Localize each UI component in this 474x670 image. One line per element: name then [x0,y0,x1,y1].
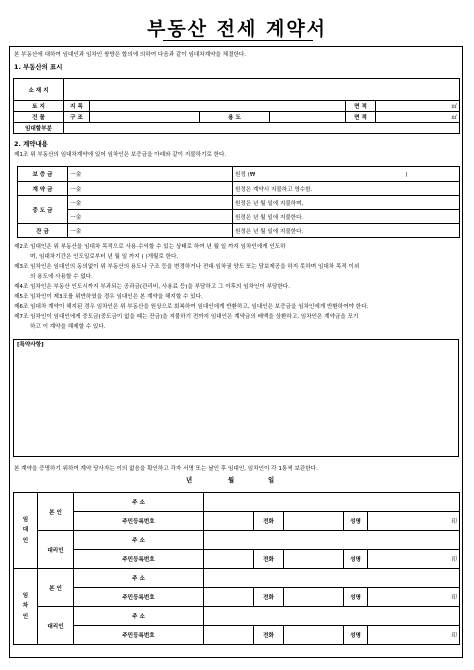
lessor-agent-address-label: 주 소 [74,531,204,550]
lessor-agent-phone-field[interactable] [284,550,344,569]
lessor-principal-id-label: 주민등록번호 [74,512,204,531]
article4-text: 제4조 임차인은 부동산 인도시까지 부과되는 공과금(관리비, 사용료 등)을 부담하고 그 이후의 임차인이 부담한다. [14,284,290,290]
special-terms-label: [특약사항] [17,342,44,348]
use-field[interactable] [270,112,346,123]
payment-table [17,166,460,238]
interim-amount-2[interactable]: 一金 [68,210,233,224]
lessee-agent-label: 대리인 [38,607,74,645]
building-area-label: 면 적 [346,112,376,123]
building-label: 건 물 [14,112,64,123]
lessor-principal-name-label: 성명 [344,512,368,531]
land-category-label: 지 목 [64,101,90,112]
lessee-agent-name-label: 성명 [344,626,368,645]
article7-line1: 제7조 임차인이 임대인에게 중도금(중도금이 없을 때는 잔금)을 지불하기 전까지 임대인은 계약금의 배액을 상환하고, 임차인은 계약금을 포기 [14,314,359,320]
balance-won: 원정은 년 월 일에 지불한다. [233,224,460,238]
party-table [13,492,460,645]
lessee-agent-seal[interactable]: 印 [368,626,460,645]
lessee-principal-address-field[interactable] [204,569,460,588]
lessee-principal-phone-label: 전화 [254,588,284,607]
lessor-agent-id-field[interactable] [204,550,254,569]
intro-text: 본 부동산에 대하여 임대인과 임차인 쌍방은 합의에 의하여 다음과 같이 임대차계약을 체결한다. [14,52,247,58]
interim-won-1: 원정은 년 월 일에 지불하며, [233,196,460,210]
lessor-agent-address-field[interactable] [204,531,460,550]
contract-money-label: 계 약 금 [18,182,68,196]
building-area-field[interactable]: ㎡ [376,112,460,123]
structure-field[interactable] [90,112,200,123]
lessor-agent-seal[interactable]: 印 [368,550,460,569]
lessee-agent-phone-field[interactable] [284,626,344,645]
lessee-principal-id-label: 주민등록번호 [74,588,204,607]
title-underline [163,40,313,41]
lessor-agent-label: 대리인 [38,531,74,569]
lessee-principal-label: 본 인 [38,569,74,607]
lessor-agent-phone-label: 전화 [254,550,284,569]
balance-amount[interactable]: 一金 [68,224,233,238]
land-area-field[interactable]: ㎡ [376,101,460,112]
date-day: 일 [268,476,275,484]
lessee-principal-phone-field[interactable] [284,588,344,607]
date-month: 월 [228,476,235,484]
contract-money-won: 원정은 계약시 지불하고 영수함. [233,182,460,196]
closing-text: 본 계약을 증명하기 위하여 계약 당사자는 이의 없음을 확인하고 각자 서명 또는 날인 후 임대인, 임차인이 각 1통씩 보관한다. [14,466,318,472]
lessee-agent-address-field[interactable] [204,607,460,626]
page-title: 부동산 전세 계약서 [146,18,328,40]
deposit-label: 보 증 금 [18,167,68,182]
special-terms-box[interactable] [13,339,459,457]
lessee-principal-id-field[interactable] [204,588,254,607]
lessor-principal-label: 본 인 [38,493,74,531]
lessee-principal-name-label: 성명 [344,588,368,607]
lessor-agent-id-label: 주민등록번호 [74,550,204,569]
article1-text: 제1조 위 부동산의 임대차계약에 있어 임차인은 보증금을 아래와 같이 지불하기로 한다. [14,152,227,158]
lessor-principal-phone-label: 전화 [254,512,284,531]
deposit-amount[interactable]: 一金 [68,167,233,182]
lessor-label [14,493,38,569]
interim-amount-1[interactable]: 一金 [68,196,233,210]
interim-won-2: 원정은 년 월 일에 지불한다. [233,210,460,224]
rent-part-field[interactable] [64,123,460,134]
lessor-principal-address-label: 주 소 [74,493,204,512]
lessor-principal-id-field[interactable] [204,512,254,531]
lessee-principal-seal[interactable]: 印 [368,588,460,607]
lessor-label-text: 임대인 [22,517,29,544]
interim-label: 중 도 금 [18,196,68,224]
lessor-principal-seal[interactable]: 印 [368,512,460,531]
lessor-principal-address-field[interactable] [204,493,460,512]
land-category-field[interactable] [90,101,346,112]
structure-label: 구 조 [64,112,90,123]
article7-line2: 하고 이 계약을 해제할 수 있다. [30,324,106,330]
article5-text: 제5조 임차인이 제3조를 위반하였을 경우 임대인은 본 계약을 해지할 수 있다. [14,294,203,300]
lessee-agent-id-field[interactable] [204,626,254,645]
contract-money-amount[interactable]: 一金 [68,182,233,196]
location-label: 소 재 지 [14,79,64,101]
deposit-won-close: ) [405,172,408,178]
section2-heading: 2. 계약내용 [14,140,48,148]
lessee-principal-address-label: 주 소 [74,569,204,588]
rent-part-label: 임대할부분 [14,123,64,134]
article2-line2: 며, 임대차기간은 인도일로부터 년 월 일 까지 ( )개월로 한다. [30,254,179,260]
section1-heading: 1. 부동산의 표시 [14,63,63,71]
lessor-principal-phone-field[interactable] [284,512,344,531]
lessor-agent-name-label: 성명 [344,550,368,569]
lessee-agent-address-label: 주 소 [74,607,204,626]
deposit-won [233,167,460,182]
use-label: 용 도 [200,112,270,123]
property-table [13,78,460,134]
location-field[interactable] [64,79,460,101]
land-label: 토 지 [14,101,64,112]
lessee-label [14,569,38,645]
article3-line1: 제3조 임차인은 임대인의 동의없이 위 부동산의 용도나 구조 등을 변경하거나 전대·임차권 양도 또는 담보제공을 하지 못하며 임대차 목적 이외 [14,264,360,270]
lessee-agent-id-label: 주민등록번호 [74,626,204,645]
article6-text: 제6조 임대차 계약이 해지된 경우 임차인은 위 부동산을 원상으로 회복하여 임대인에게 반환하고, 임대인은 보증금을 임차인에게 반환하여야 한다. [14,304,369,310]
article2-line1: 제2조 임대인은 위 부동산을 임대차 목적으로 사용·수익할 수 있는 상태로 하여 년 월 일 까지 임차인에게 인도하 [14,244,286,250]
lessee-label-text: 임차인 [22,593,29,620]
land-area-label: 면 적 [346,101,376,112]
balance-label: 잔 금 [18,224,68,238]
article3-line2: 의 용도에 사용할 수 없다. [30,274,93,280]
lessee-agent-phone-label: 전화 [254,626,284,645]
date-year: 년 [186,476,193,484]
deposit-won-text: 원정 (₩ [235,172,256,178]
